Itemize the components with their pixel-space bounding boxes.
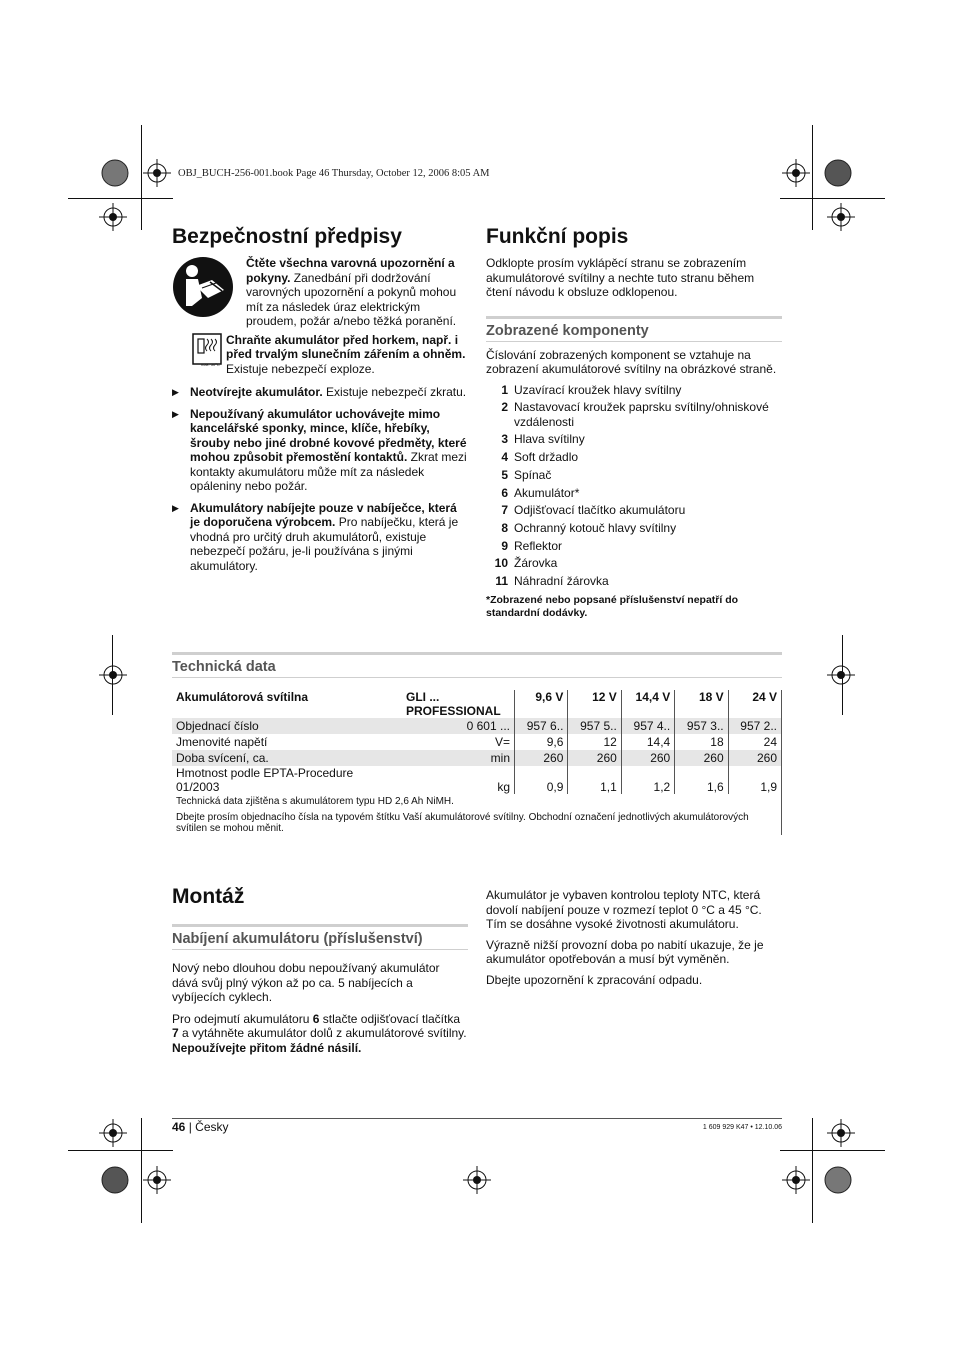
tech-note-1: Technická data zjištěna s akumulátorem typu HD 2,6 Ah NiMH.	[176, 796, 454, 807]
components-heading: Zobrazené komponenty	[486, 319, 782, 342]
charging-heading: Nabíjení akumulátoru (příslušenství)	[172, 927, 468, 950]
tech-data-heading: Technická data	[172, 655, 782, 678]
list-item: 7 Odjišťovací tlačítko akumulátoru	[501, 503, 686, 518]
page-number: 46	[172, 1120, 186, 1134]
list-item: 3 Hlava svítilny	[501, 432, 585, 447]
list-item: 8 Ochranný kotouč hlavy svítilny	[501, 520, 677, 535]
tech-note-2: Dbejte prosím objednacího čísla na typovém štítku Vaší akumulátorové svítilny. Obchodní označení jednotlivých akumulátorových svítilen se mohou měnit.	[176, 811, 749, 834]
footer-code: 1 609 929 K47 • 12.10.06	[702, 1124, 782, 1131]
list-item: ▶ Akumulátory nabíjejte pouze v nabíječce, která je doporučena výrobcem. Pro nabíječku, která je vhodná pro určitý druh akumulátorů, existuje nebezpečí požáru, je-li používána s jinými akumulátory.	[172, 500, 459, 573]
safety-section	[172, 225, 468, 573]
table-row: Objednací číslo 0 601 ... 957 6.. 957 5.. 957 4.. 957 3.. 957 2..	[172, 718, 781, 734]
page-footer: 46 | Česky	[172, 1120, 229, 1134]
table-row: Jmenovité napětí V= 9,6 12 14,4 18 24	[172, 734, 781, 750]
header-model: GLI ... PROFESSIONAL	[406, 690, 501, 718]
footer-language: Česky	[195, 1120, 229, 1134]
safety-title: Bezpečnostní předpisy	[172, 225, 402, 248]
list-item: 10 Žárovka	[494, 556, 558, 571]
header-col: 24 V	[728, 690, 781, 718]
list-item: 6 Akumulátor*	[501, 485, 580, 500]
table-row: Hmotnost podle EPTA-Procedure 01/2003 kg 0,9 1,1 1,2 1,6 1,9	[172, 766, 781, 794]
heat-icon-label: max. 50°C	[201, 361, 220, 367]
list-item: 11 Náhradní žárovka	[495, 573, 609, 588]
warning-block-2	[172, 333, 468, 377]
list-item: 5 Spínač	[501, 467, 552, 482]
ntc-paragraph: Akumulátor je vybaven kontrolou teploty NTC, která dovolí nabíjení pouze v rozmezí teplot 0 °C a 45 °C. Tím se dosáhne vysoké životnosti akumulátoru.	[486, 888, 762, 931]
table-row: Doba svícení, ca. min 260 260 260 260 260	[172, 750, 781, 766]
file-header: OBJ_BUCH-256-001.book Page 46 Thursday, October 12, 2006 8:05 AM	[178, 168, 490, 179]
footer-rule	[172, 1118, 782, 1119]
header-label: Akumulátorová svítilna	[176, 690, 309, 704]
bullet-triangle-icon: ▶	[172, 502, 179, 513]
charging-paragraph-1: Nový nebo dlouhou dobu nepoužívaný akumulátor dává svůj plný výkon až po ca. 5 nabíjecích a vybíjecích cyklech.	[172, 961, 440, 1005]
components-intro: Číslování zobrazených komponent se vztahuje na zobrazení akumulátorové svítilny na obrázkové straně.	[486, 347, 777, 377]
function-section	[486, 225, 782, 620]
heat-icon	[172, 333, 226, 377]
list-item: ▶ Nepoužívaný akumulátor uchovávejte mimo kancelářské sponky, mince, klíče, hřebíky, šrouby nebo jiné drobné kovové předměty, které mohou způsobit přemostění kontaktů. Zkrat mezi kontakty akumulátoru může mít za následek opáleniny nebo požár.	[172, 406, 467, 494]
function-intro: Odklopte prosím vyklápěcí stranu se zobrazením akumulátorové svítilny a nechte tuto stranu během čtení návodu k obsluze odklopenou.	[486, 256, 755, 300]
tech-data-table	[172, 690, 781, 794]
accessory-footnote: *Zobrazené nebo popsané příslušenství nepatří do standardní dodávky.	[486, 594, 739, 620]
components-list	[486, 383, 782, 589]
charging-paragraph-2: Pro odejmutí akumulátoru 6 stlačte odjišťovací tlačítka 7 a vytáhněte akumulátor dolů z akumulátorové svítilny. Nepoužívejte přitom žádné násilí.	[172, 1011, 467, 1055]
manual-icon	[172, 256, 242, 329]
list-item: 2 Nastavovací kroužek paprsku svítilny/ohniskové vzdálenosti	[501, 400, 769, 429]
header-col: 18 V	[675, 690, 728, 718]
list-item: ▶ Neotvírejte akumulátor. Existuje nebezpečí zkratu.	[172, 385, 467, 400]
wear-paragraph: Výrazně nižší provozní doba po nabití ukazuje, že je akumulátor opotřebován a musí být vyměněn.	[486, 937, 764, 966]
assembly-section	[172, 885, 468, 1055]
header-col: 9,6 V	[515, 690, 568, 718]
tech-data-table-frame	[172, 690, 782, 835]
function-title: Funkční popis	[486, 225, 629, 248]
warning-block-1	[172, 256, 468, 329]
bullet-triangle-icon: ▶	[172, 408, 179, 419]
assembly-right-column	[486, 888, 782, 987]
warning-text-1: Čtěte všechna varovná upozornění a pokyny. Zanedbání při dodržování varovných upozornění a pokynů mohou mít za následek úraz elektrickým proudem, požár a/nebo těžká poranění.	[246, 256, 457, 329]
safety-bullets	[172, 385, 468, 573]
assembly-title: Montáž	[172, 885, 245, 908]
header-col: 12 V	[568, 690, 621, 718]
list-item: 4 Soft držadlo	[501, 450, 579, 465]
disposal-paragraph: Dbejte upozornění k zpracování odpadu.	[486, 972, 703, 987]
header-col: 14,4 V	[621, 690, 674, 718]
list-item: 9 Reflektor	[501, 538, 563, 553]
table-header-row	[172, 690, 781, 718]
warning-text-2: Chraňte akumulátor před horkem, např. i před trvalým slunečním zářením a ohněm. Existuje nebezpečí exploze.	[226, 332, 466, 376]
bullet-triangle-icon: ▶	[172, 387, 179, 398]
list-item: 1 Uzavírací kroužek hlavy svítilny	[501, 382, 682, 397]
tech-data-section	[172, 652, 782, 835]
